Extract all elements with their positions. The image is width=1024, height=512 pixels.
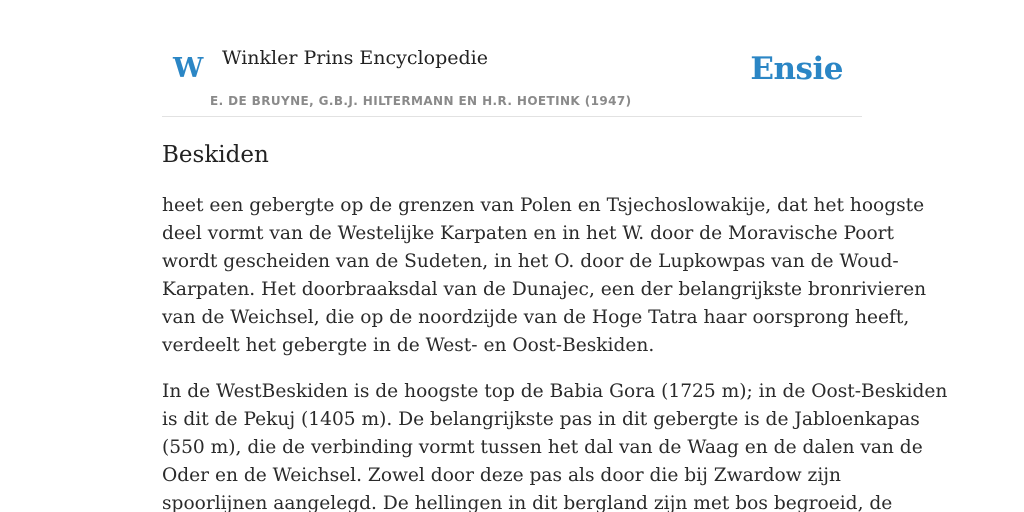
publication-logo-icon[interactable]: W [173, 53, 204, 84]
paragraph-line: (550 m), die de verbinding vormt tussen het dal van de Waag en de dalen van de [162, 437, 923, 458]
paragraph-line: Karpaten. Het doorbraaksdal van de Dunajec, een der belangrijkste bronrivieren [162, 279, 927, 300]
paragraph-line: deel vormt van de Westelijke Karpaten en in het W. door de Moravische Poort [162, 223, 895, 244]
paragraph-line: van de Weichsel, die op de noordzijde van de Hoge Tatra haar oorsprong heeft, [162, 307, 910, 328]
entry-paragraph [162, 378, 948, 512]
paragraph-line: wordt gescheiden van de Sudeten, in het O. door de Lupkowpas van de Woud- [162, 251, 899, 272]
paragraph-line: verdeelt het gebergte in de West- en Oost-Beskiden. [162, 335, 655, 356]
publication-header [162, 0, 862, 117]
paragraph-line: heet een gebergte op de grenzen van Polen en Tsjechoslowakije, dat het hoogste [162, 195, 925, 216]
entry-paragraph [162, 192, 927, 360]
paragraph-line: is dit de Pekuj (1405 m). De belangrijkste pas in dit gebergte is de Jabloenkapas [162, 409, 920, 430]
publication-title[interactable]: Winkler Prins Encyclopedie [222, 47, 488, 69]
entry-title: Beskiden [162, 142, 269, 168]
publication-authors: E. DE BRUYNE, G.B.J. HILTERMANN EN H.R. HOETINK (1947) [210, 94, 632, 108]
entry-body [162, 192, 948, 512]
paragraph-line: spoorlijnen aangelegd. De hellingen in dit bergland zijn met bos begroeid, de [162, 493, 893, 512]
content-container [162, 0, 948, 512]
ensie-brand-logo[interactable]: Ensie [750, 51, 843, 87]
paragraph-line: Oder en de Weichsel. Zowel door deze pas als door die bij Zwardow zijn [162, 465, 842, 486]
paragraph-line: In de WestBeskiden is de hoogste top de Babia Gora (1725 m); in de Oost-Beskiden [162, 381, 948, 402]
